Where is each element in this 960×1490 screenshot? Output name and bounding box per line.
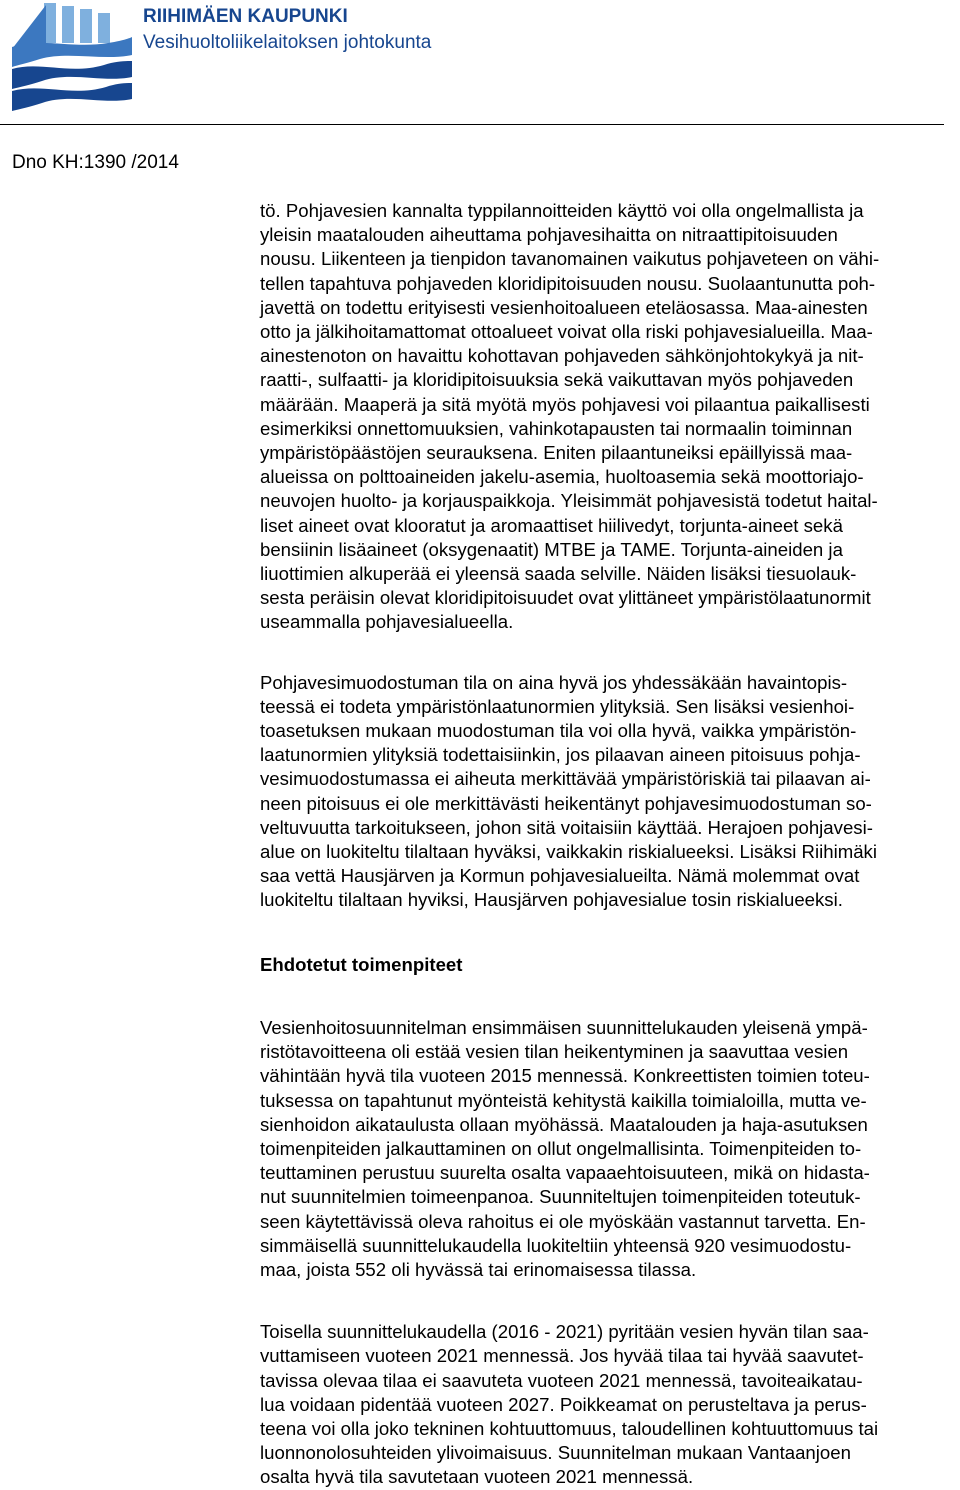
paragraph-first-planning-period: Vesienhoitosuunnitelman ensimmäisen suunnittelukauden yleisenä ympä- ristötavoitteena oli estää vesien tilan heikentyminen ja saavuttaa vesien vähintään hyvä tila vuoteen 2015 mennessä. Konkreettisten toimien toteu- tuksessa on tapahtunut myönteistä kehitystä kaikilla toimialoilla, mutta ve- sienhoidon aikataulusta ollaan myöhässä. Maatalouden ja haja-asutuksen toimenpiteiden jalkauttaminen on ollut ongelmallisinta. Toimenpiteiden to- teuttaminen perustuu suurelta osalta vapaaehtoisuuteen, mikä on hidasta- nut suunnitelmien toimeenpanoa. Suunniteltujen toimenpiteiden toteutuk- seen käytettävissä oleva rahoitus ei ole myöskään vastannut tarvetta. En- simmäisellä suunnittelukaudella luokiteltiin yhteensä 920 vesimuodostu- maa, joista 552 oli hyvässä tai erinomaisessa tilassa. [260, 1016, 870, 1280]
document-number: Dno KH:1390 /2014 [12, 152, 179, 173]
organization-name: RIIHIMÄEN KAUPUNKI [143, 6, 348, 27]
paragraph-second-planning-period: Toisella suunnittelukaudella (2016 - 2021) pyritään vesien hyvän tilan saa- vuttamiseen vuoteen 2021 mennessä. Jos hyvää tilaa tai hyvää saavutet- tavissa olevaa tilaa ei saavuteta vuoteen 2021 mennessä, tavoiteaikatau- lua voidaan pidentää vuoteen 2027. Poikkeamat on perusteltava ja perus- teena voi olla joko tekninen kohtuuttomuus, taloudellinen kohtuuttomuus tai luonnonolosuhteiden ylivoimaisuus. Suunnitelman mukaan Vantaanjoen osalta hyvä tila savutetaan vuoteen 2021 mennessä. [260, 1321, 879, 1488]
header-divider [0, 124, 944, 125]
section-heading: Ehdotetut toimenpiteet [260, 953, 463, 975]
city-water-logo-icon [12, 3, 134, 111]
paragraph-groundwater-status: Pohjavesimuodostuman tila on aina hyvä jos yhdessäkään havaintopis- teessä ei todeta ympäristönlaatunormien ylityksiä. Sen lisäksi vesienhoi- toasetuksen mukaan muodostuman tila voi olla hyvä, vaikka ympäristön- laatunormien ylityksiä todettaisiinkin, jos pilaavan aineen pitoisuus pohja- vesimuodostumassa ei aiheuta merkittävää ympäristöriskiä tai pilaavan ai- neen pitoisuus ei ole merkittävästi heikentänyt pohjavesimuodostuman so- veltuvuutta tarkoitukseen, johon sitä voitaisiin käyttää. Herajoen pohjavesi- alue on luokiteltu tilaltaan hyväksi, vaikkakin riskialueeksi. Lisäksi Riihimäki saa vettä Hausjärven ja Kormun pohjavesialueilta. Nämä molemmat ovat luokiteltu tilaltaan hyviksi, Hausjärven pohjavesialue tosin riskialueeksi. [260, 671, 877, 911]
document-body [260, 199, 952, 1490]
logo-building-bars [12, 3, 110, 49]
org-header [143, 4, 431, 56]
paragraph-groundwater-risks: tö. Pohjavesien kannalta typpilannoitteiden käyttö voi olla ongelmallista ja yleisin maatalouden aiheuttama pohjavesihaitta on nitraattipitoisuuden nousu. Liikenteen ja tienpidon tavanomainen vaikutus pohjaveteen on vähi- tellen tapahtuva pohjaveden kloridipitoisuuden nousu. Suolaantunutta poh- javettä on todettu erityisesti vesienhoitoalueen eteläosassa. Maa-ainesten otto ja jälkihoitamattomat ottoalueet voivat olla riski pohjavesialueilla. Maa- ainestenoton on havaittu kohottavan pohjaveden sähkönjohtokykyä ja nit- raatti-, sulfaatti- ja kloridipitoisuuksia sekä vaikuttavan myös pohjaveden määrään. Maaperä ja sitä myötä myös pohjavesi voi pilaantua paikallisesti esimerkiksi onnettomuuksien, vahinkotapausten tai normaalin toiminnan ympäristöpäästöjen seurauksena. Eniten pilaantuneiksi epäillyissä maa- alueissa on polttoaineiden jakelu-asemia, huoltoasemia sekä moottoriajo- neuvojen huolto- ja korjauspaikkoja. Yleisimmät pohjavesistä todetut haital- liset aineet ovat klooratut ja aromaattiset hiilivedyt, torjunta-aineet sekä bensiinin lisäaineet (oksygenaatit) MTBE ja TAME. Torjunta-aineiden ja liuottimien alkuperää ei yleensä saada selville. Näiden lisäksi tiesuolauk- sesta peräisin olevat kloridipitoisuudet ovat ylittäneet ympäristölaatunormit useammalla pohjavesialueella. [260, 200, 880, 633]
logo-wave-shapes [12, 37, 132, 111]
organization-unit: Vesihuoltoliikelaitoksen johtokunta [143, 32, 432, 53]
